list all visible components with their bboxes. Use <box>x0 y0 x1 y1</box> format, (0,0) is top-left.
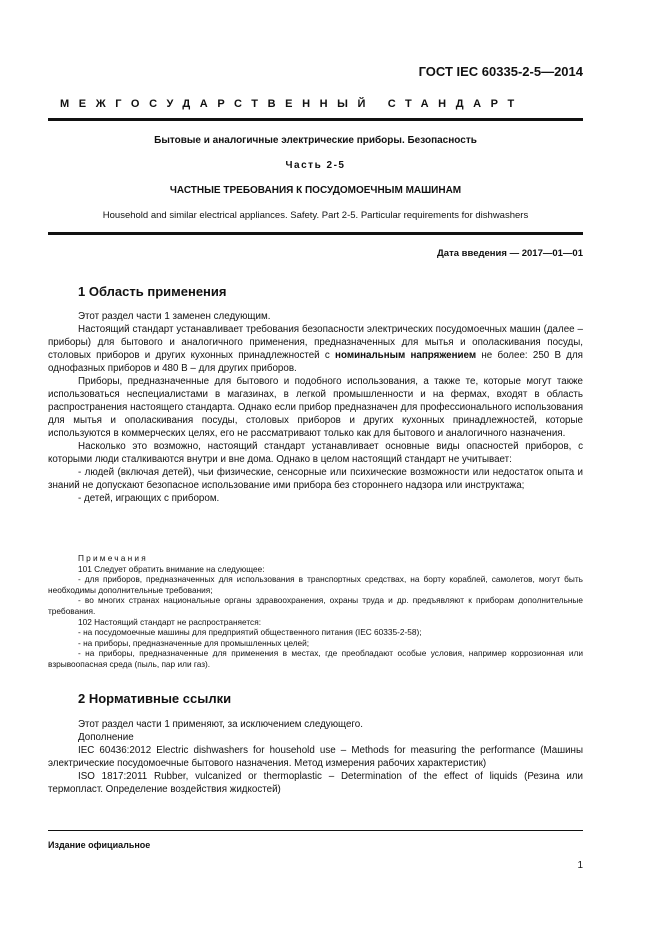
introduction-date-label: Дата введения <box>437 248 507 259</box>
introduction-date-value: — 2017—01—01 <box>509 248 583 259</box>
section-2-heading: 2 Нормативные ссылки <box>78 691 232 706</box>
paragraph: Настоящий стандарт устанавливает требования безопасности электрических посудомоечных машин (далее – приборы) для бытового и аналогичного применения, предназначенных для мытья и ополаскивания посуды, столовых приборов и других кухонных принадлежностей с номинальным напряжением не более: 250 В для однофазных приборов и 480 В – для других приборов. <box>48 324 583 374</box>
note-item: 102 Настоящий стандарт не распространяется: <box>78 616 262 627</box>
note-item: - на приборы, предназначенные для промышленных целей; <box>78 637 310 648</box>
title-rule <box>48 232 583 235</box>
section-2-body <box>48 718 583 796</box>
section-1-heading: 1 Область применения <box>78 284 227 299</box>
standard-category: МЕЖГОСУДАРСТВЕННЫЙ СТАНДАРТ <box>60 98 524 110</box>
paragraph: Дополнение <box>78 732 134 743</box>
introduction-date <box>437 248 583 259</box>
paragraph: Насколько это возможно, настоящий стандарт устанавливает основные виды опасностей приборов, с которыми люди сталкиваются внутри и вне дома. Однако в целом настоящий стандарт не учитывает: <box>48 441 583 465</box>
defined-term: номинальным напряжением <box>335 350 477 361</box>
footer-rule <box>48 830 583 831</box>
standard-part: Часть 2-5 <box>285 160 346 171</box>
note-item: - для приборов, предназначенных для использования в транспортных средствах, на борту кораблей, самолетов, могут быть необходимы дополнительные требования; <box>48 574 583 595</box>
notes-block <box>48 553 583 670</box>
note-item: 101 Следует обратить внимание на следующее: <box>78 563 265 574</box>
section-1-body <box>48 310 583 505</box>
paragraph: Этот раздел части 1 применяют, за исключением следующего. <box>78 719 363 730</box>
note-item: - на приборы, предназначенные для применения в местах, где преобладают особые условия, например коррозионная или взрывоопасная среда (пыль, пар или газ). <box>48 648 583 669</box>
standard-title: Бытовые и аналогичные электрические приборы. Безопасность <box>154 135 477 146</box>
header-rule <box>48 118 583 121</box>
english-title: Household and similar electrical appliances. Safety. Part 2-5. Particular requirements for dishwashers <box>102 210 529 221</box>
reference-item: ISO 1817:2011 Rubber, vulcanized or thermoplastic – Determination of the effect of liquids (Резина или термопласт. Определение воздействия жидкостей) <box>48 771 583 795</box>
paragraph: Этот раздел части 1 заменен следующим. <box>78 311 271 322</box>
paragraph: Приборы, предназначенные для бытового и подобного использования, а также те, которые могут также использоваться неспециалистами в магазинах, в легкой промышленности и на фермах, входят в область распространения настоящего стандарта. Однако если прибор предназначен для профессионального использования для мытья и ополаскивания посуды, столовых приборов и других кухонных принадлежностей, которые используются в коммерческих целях, его не рассматривают только как для бытового и аналогичного назначения. <box>48 376 583 439</box>
notes-title: Примечания <box>78 553 148 563</box>
note-item: - на посудомоечные машины для предприятий общественного питания (IEC 60335-2-58); <box>78 627 422 638</box>
standard-subtitle: ЧАСТНЫЕ ТРЕБОВАНИЯ К ПОСУДОМОЕЧНЫМ МАШИНАМ <box>169 185 462 196</box>
note-item: - во многих странах национальные органы здравоохранения, охраны труда и др. предъявляют к приборам дополнительные требования. <box>48 595 583 616</box>
reference-item: IEC 60436:2012 Electric dishwashers for household use – Methods for measuring the performance (Машины электрические посудомоечные бытового назначения. Метод измерения рабочих характеристик) <box>48 745 583 769</box>
standard-number: ГОСТ IEC 60335-2-5—2014 <box>418 64 583 79</box>
list-item: - детей, играющих с прибором. <box>78 493 220 504</box>
page-number: 1 <box>577 860 583 871</box>
edition-label: Издание официальное <box>48 840 151 850</box>
list-item: - людей (включая детей), чьи физические, сенсорные или психические возможности или недостаток опыта и знаний не допускают безопасное использование ими прибора без стороннего надзора или инструктажа; <box>48 467 583 491</box>
